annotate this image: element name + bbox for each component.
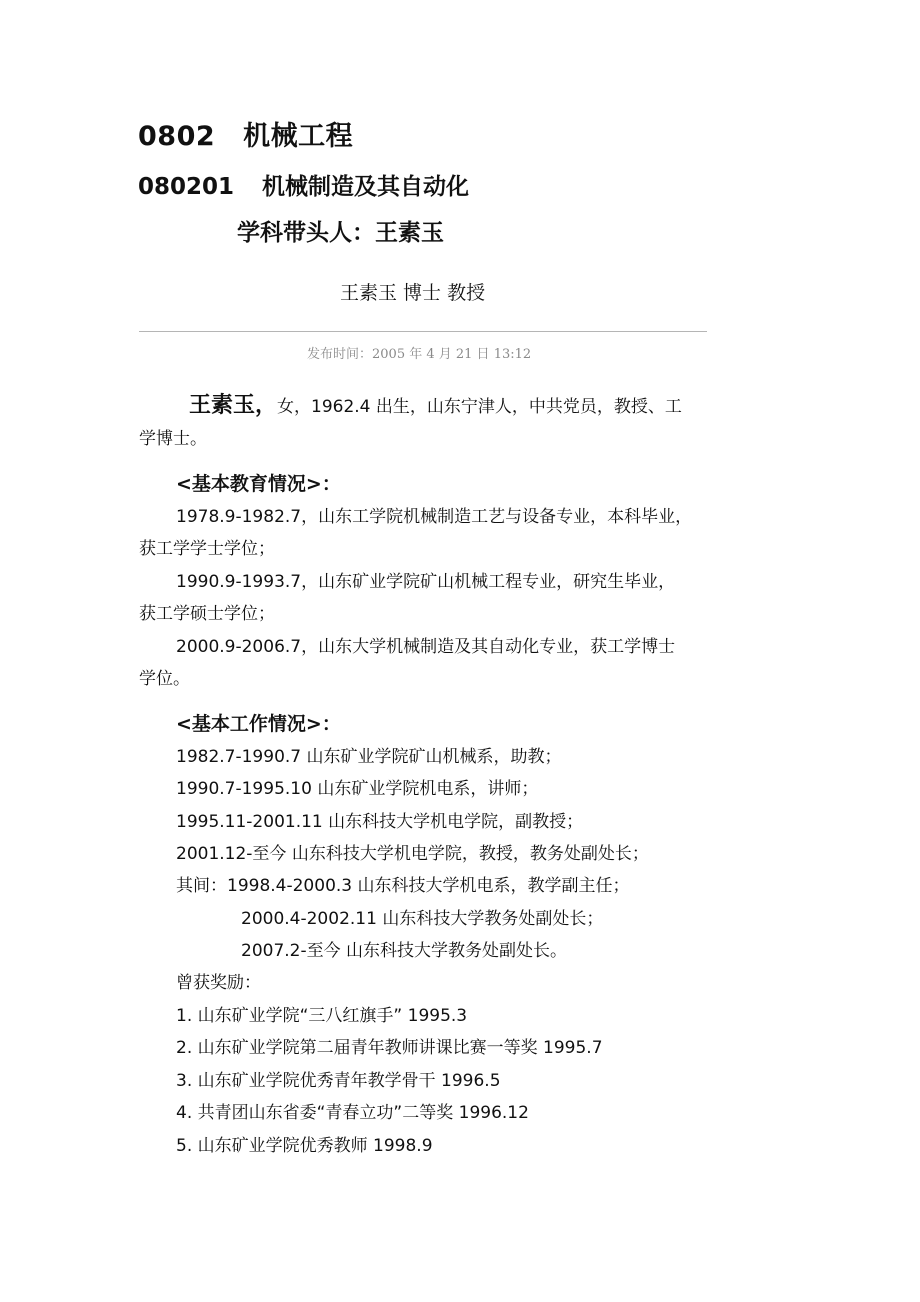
education-line: 1990.9-1993.7，山东矿业学院矿山机械工程专业，研究生毕业， bbox=[176, 572, 676, 592]
work-line: 1982.7-1990.7 山东矿业学院矿山机械系，助教； bbox=[176, 747, 562, 767]
subdiscipline-name: 机械制造及其自动化 bbox=[262, 174, 470, 200]
publish-time: 发布时间：2005 年 4 月 21 日 13:12 bbox=[307, 347, 532, 362]
divider bbox=[139, 331, 707, 332]
person-name: 王素玉， bbox=[189, 393, 278, 418]
award-item: 4. 共青团山东省委“青春立功”二等奖 1996.12 bbox=[176, 1103, 529, 1123]
discipline-name: 机械工程 bbox=[243, 121, 354, 152]
intro-line-1 bbox=[189, 390, 682, 423]
award-item: 1. 山东矿业学院“三八红旗手” 1995.3 bbox=[176, 1006, 468, 1026]
work-line: 1995.11-2001.11 山东科技大学机电学院，副教授； bbox=[176, 812, 584, 832]
work-line: 1990.7-1995.10 山东矿业学院机电系，讲师； bbox=[176, 779, 539, 799]
award-item: 5. 山东矿业学院优秀教师 1998.9 bbox=[176, 1136, 433, 1156]
page-title bbox=[138, 114, 353, 153]
discipline-leader: 学科带头人：王素玉 bbox=[237, 220, 444, 246]
work-subline: 2007.2-至今 山东科技大学教务处副处长。 bbox=[241, 941, 568, 961]
work-line: 2001.12-至今 山东科技大学机电学院，教授，教务处副处长； bbox=[176, 844, 649, 864]
education-heading: <基本教育情况>： bbox=[176, 473, 341, 495]
award-item: 3. 山东矿业学院优秀青年教学骨干 1996.5 bbox=[176, 1071, 501, 1091]
work-subline: 2000.4-2002.11 山东科技大学教务处副处长； bbox=[241, 909, 604, 929]
education-line: 1978.9-1982.7，山东工学院机械制造工艺与设备专业，本科毕业， bbox=[176, 507, 693, 527]
subdiscipline-code: 080201 bbox=[138, 174, 235, 200]
subdiscipline-title bbox=[138, 168, 469, 201]
education-line: 学位。 bbox=[139, 669, 190, 689]
awards-heading: 曾获奖励： bbox=[176, 973, 261, 993]
discipline-code: 0802 bbox=[138, 121, 216, 152]
education-line: 获工学学士学位； bbox=[139, 539, 275, 559]
intro-text: 女，1962.4 出生，山东宁津人，中共党员，教授、工 bbox=[277, 397, 682, 417]
education-line: 2000.9-2006.7，山东大学机械制造及其自动化专业，获工学博士 bbox=[176, 637, 676, 657]
education-line: 获工学硕士学位； bbox=[139, 604, 275, 624]
work-heading: <基本工作情况>： bbox=[176, 713, 341, 735]
intro-line-2: 学博士。 bbox=[139, 429, 207, 449]
article-title: 王素玉 博士 教授 bbox=[340, 282, 486, 304]
work-line: 其间：1998.4-2000.3 山东科技大学机电系，教学副主任； bbox=[176, 876, 630, 896]
award-item: 2. 山东矿业学院第二届青年教师讲课比赛一等奖 1995.7 bbox=[176, 1038, 603, 1058]
